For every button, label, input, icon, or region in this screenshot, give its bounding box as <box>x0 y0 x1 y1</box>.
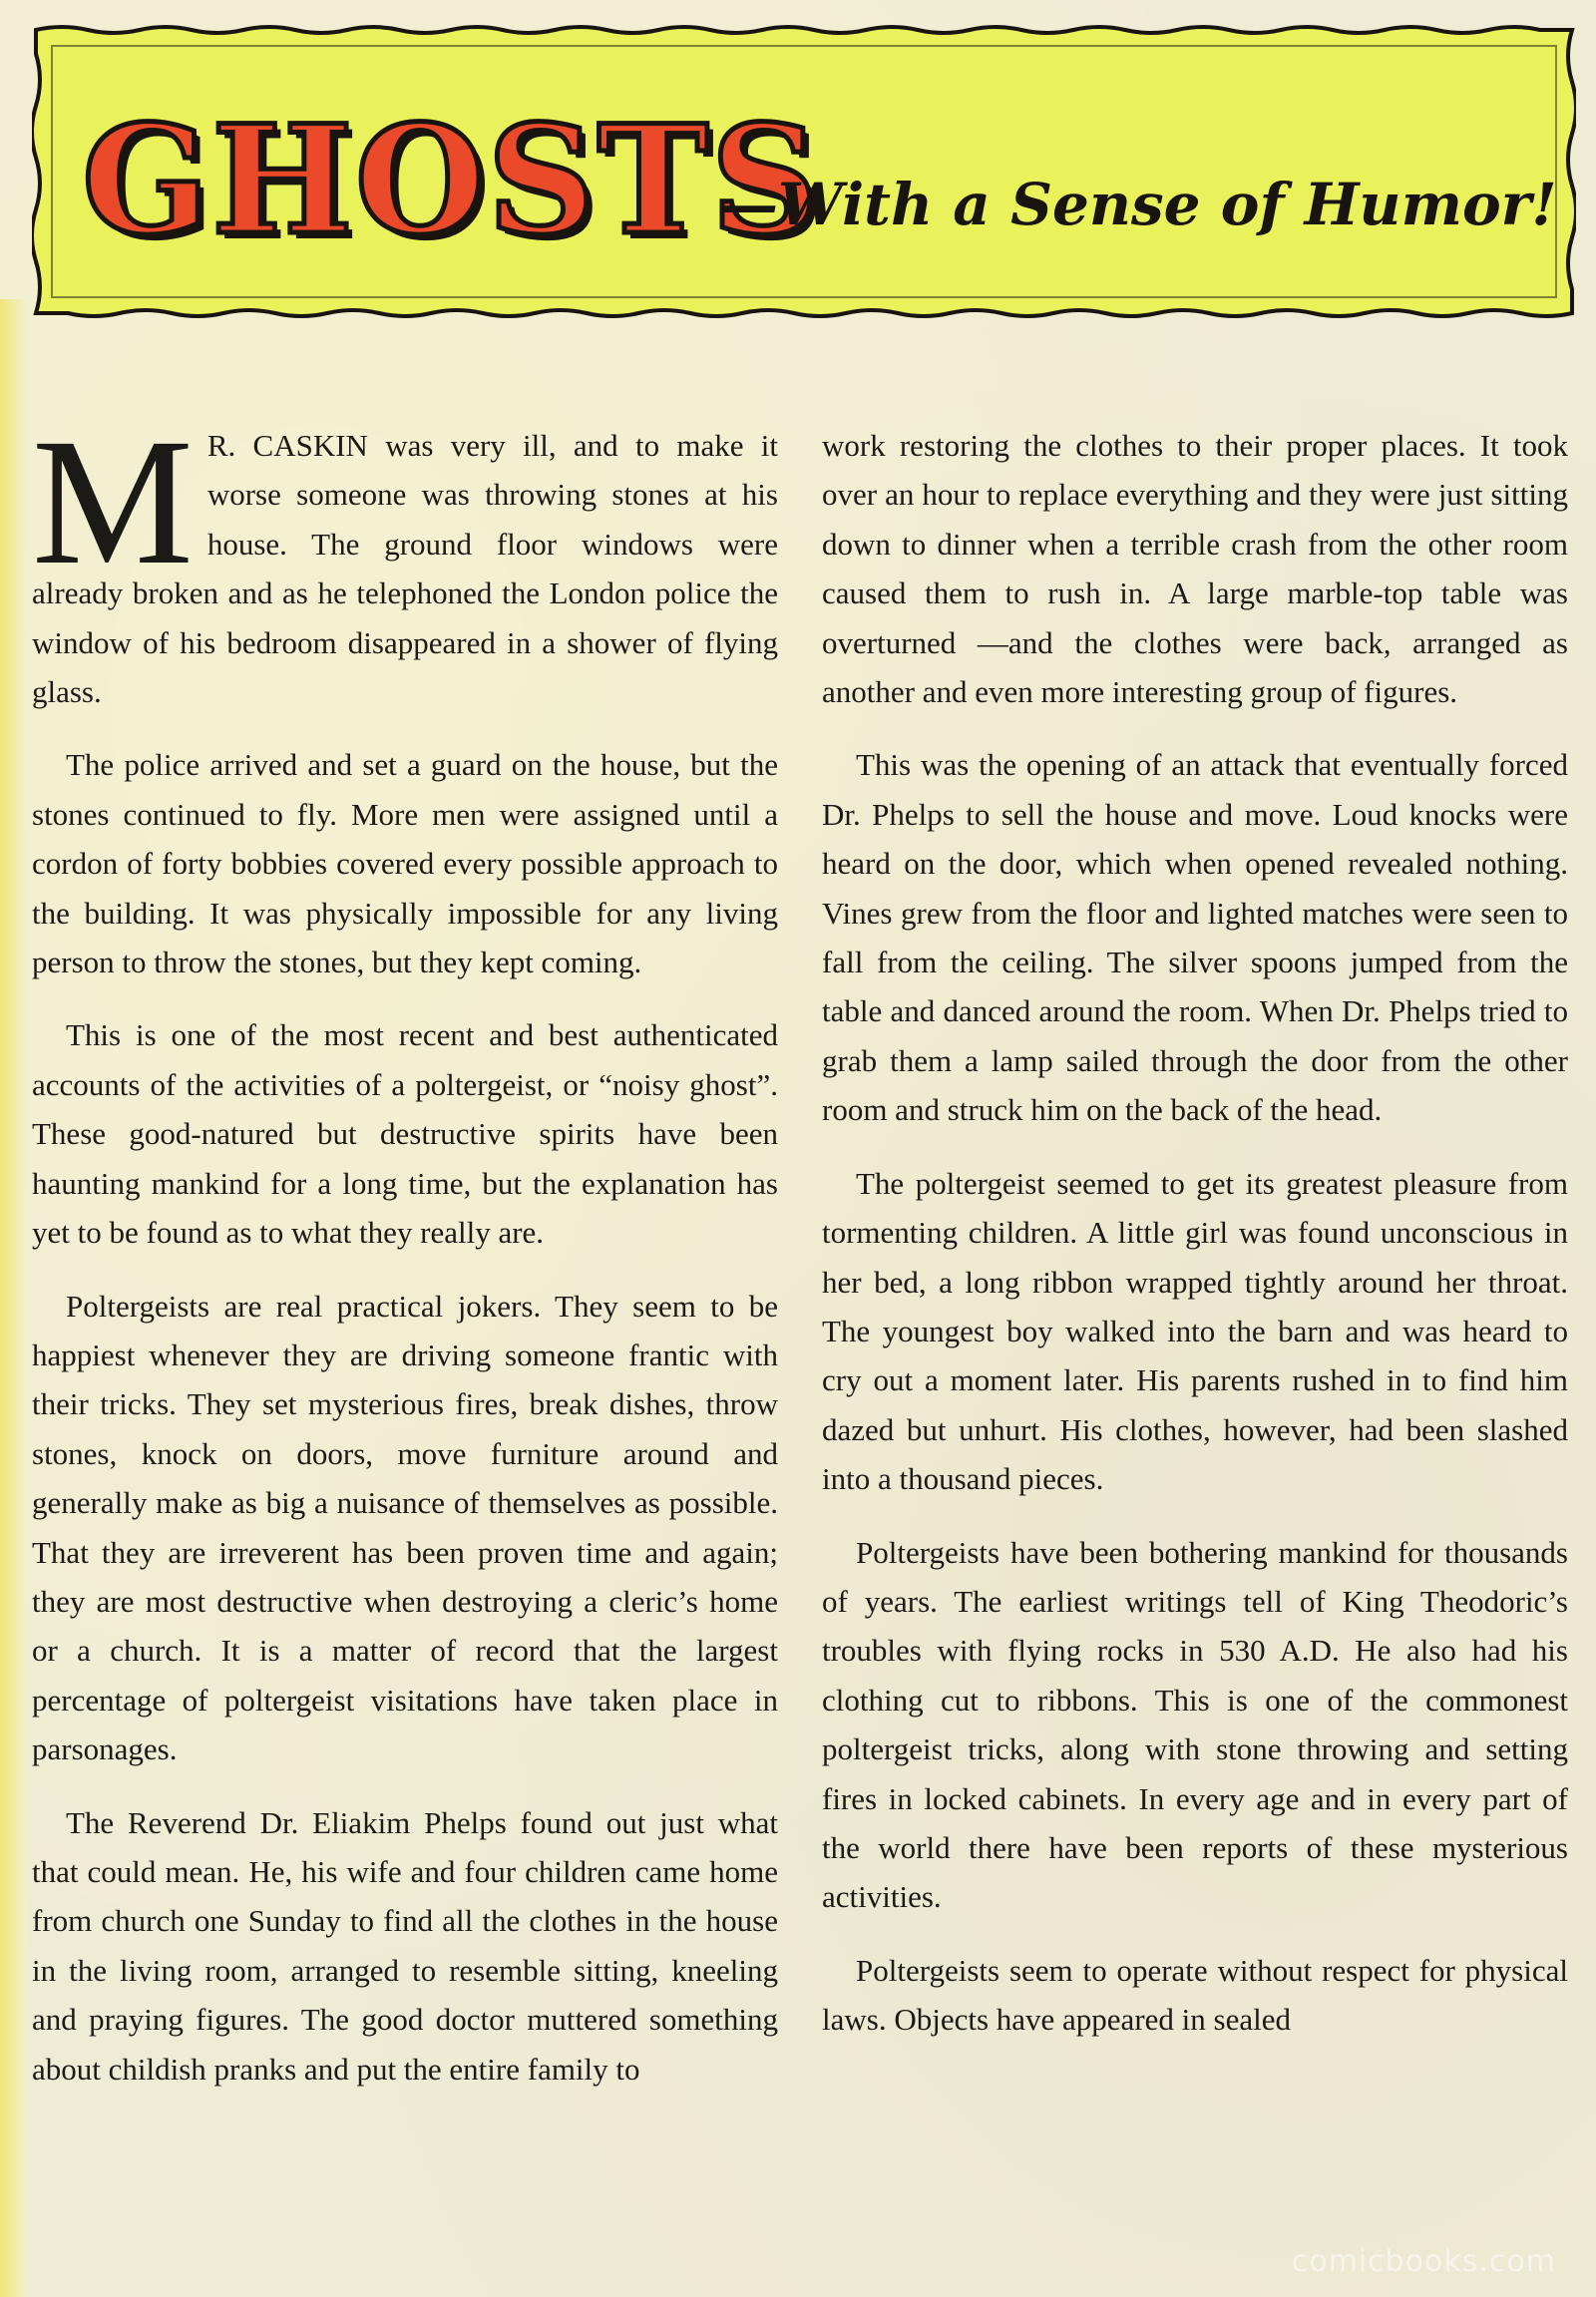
paragraph: Poltergeists have been bothering mankind for thousands of years. The earliest writings tell of King Theodoric’s troubles with flying rocks in 530 A.D. He also had his clothing cut to ribbons. This is one of the commonest poltergeist tricks, along with stone throwing and setting fires in locked cabinets. In every age and in every part of the world there have been reports of these mysterious activities. <box>822 1534 1568 1915</box>
title-banner <box>32 24 1576 319</box>
title-main: GHOSTS <box>82 93 821 268</box>
paragraph-text: R. CASKIN was very ill, and to make it worse someone was throwing stones at his house. The ground floor windows were already broken and as he telephoned the London police the window of his bedroom disappeared in a shower of flying glass. <box>32 428 778 710</box>
article-body <box>32 421 1568 2297</box>
column-left <box>32 421 778 2117</box>
watermark: comicbooks.com <box>1291 2244 1556 2279</box>
page-edge <box>0 299 30 2297</box>
paragraph: This was the opening of an attack that eventually forced Dr. Phelps to sell the house and move. Loud knocks were heard on the door, which when opened revealed nothing. Vines grew from the floor and lighted matches were seen to fall from the ceiling. The silver spoons jumped from the table and danced around the room. When Dr. Phelps tried to grab them a lamp sailed through the door from the other room and struck him on the back of the head. <box>822 747 1568 1128</box>
paragraph: Poltergeists seem to operate without respect for physical laws. Objects have appeared in sealed <box>822 1952 1568 2038</box>
paragraph <box>32 421 778 716</box>
title-subtitle: —With a Sense of Humor! <box>720 171 1557 238</box>
column-right <box>822 421 1568 2069</box>
paragraph: The poltergeist seemed to get its greatest pleasure from tormenting children. A little girl was found unconscious in her bed, a long ribbon wrapped tightly around her throat. The youngest boy walked into the barn and was heard to cry out a moment later. His parents rushed in to find him dazed but unhurt. His clothes, however, had been slashed into a thousand pieces. <box>822 1165 1568 1497</box>
paragraph: work restoring the clothes to their proper places. It took over an hour to replace everything and they were just sitting down to dinner when a terrible crash from the other room caused them to rush in. A large marble-top table was overturned —and the clothes were back, arranged as another and even more interesting group of figures. <box>822 428 1568 710</box>
paragraph: Poltergeists are real practical jokers. They seem to be happiest whenever they are driving someone frantic with their tricks. They set mysterious fires, break dishes, throw stones, knock on doors, move furniture around and generally make as big a nuisance of themselves as possible. That they are irreverent has been proven time and again; they are most destructive when destroying a cleric’s home or a church. It is a matter of record that the largest percentage of poltergeist visitations have taken place in parsonages. <box>32 1288 778 1767</box>
paragraph: The police arrived and set a guard on the house, but the stones continued to fly. More men were assigned until a cordon of forty bobbies covered every possible approach to the building. It was physically impossible for any living person to throw the stones, but they kept coming. <box>32 747 778 980</box>
paragraph: This is one of the most recent and best authenticated accounts of the activities of a poltergeist, or “noisy ghost”. These good-natured but destructive spirits have been haunting mankind for a long time, but the explanation has yet to be found as to what they really are. <box>32 1017 778 1251</box>
drop-cap: M <box>32 421 194 602</box>
paragraph: The Reverend Dr. Eliakim Phelps found out just what that could mean. He, his wife and four children came home from church one Sunday to find all the clothes in the house in the living room, arranged to resemble sitting, kneeling and praying figures. The good doctor muttered something about childish pranks and put the entire family to <box>32 1804 778 2087</box>
